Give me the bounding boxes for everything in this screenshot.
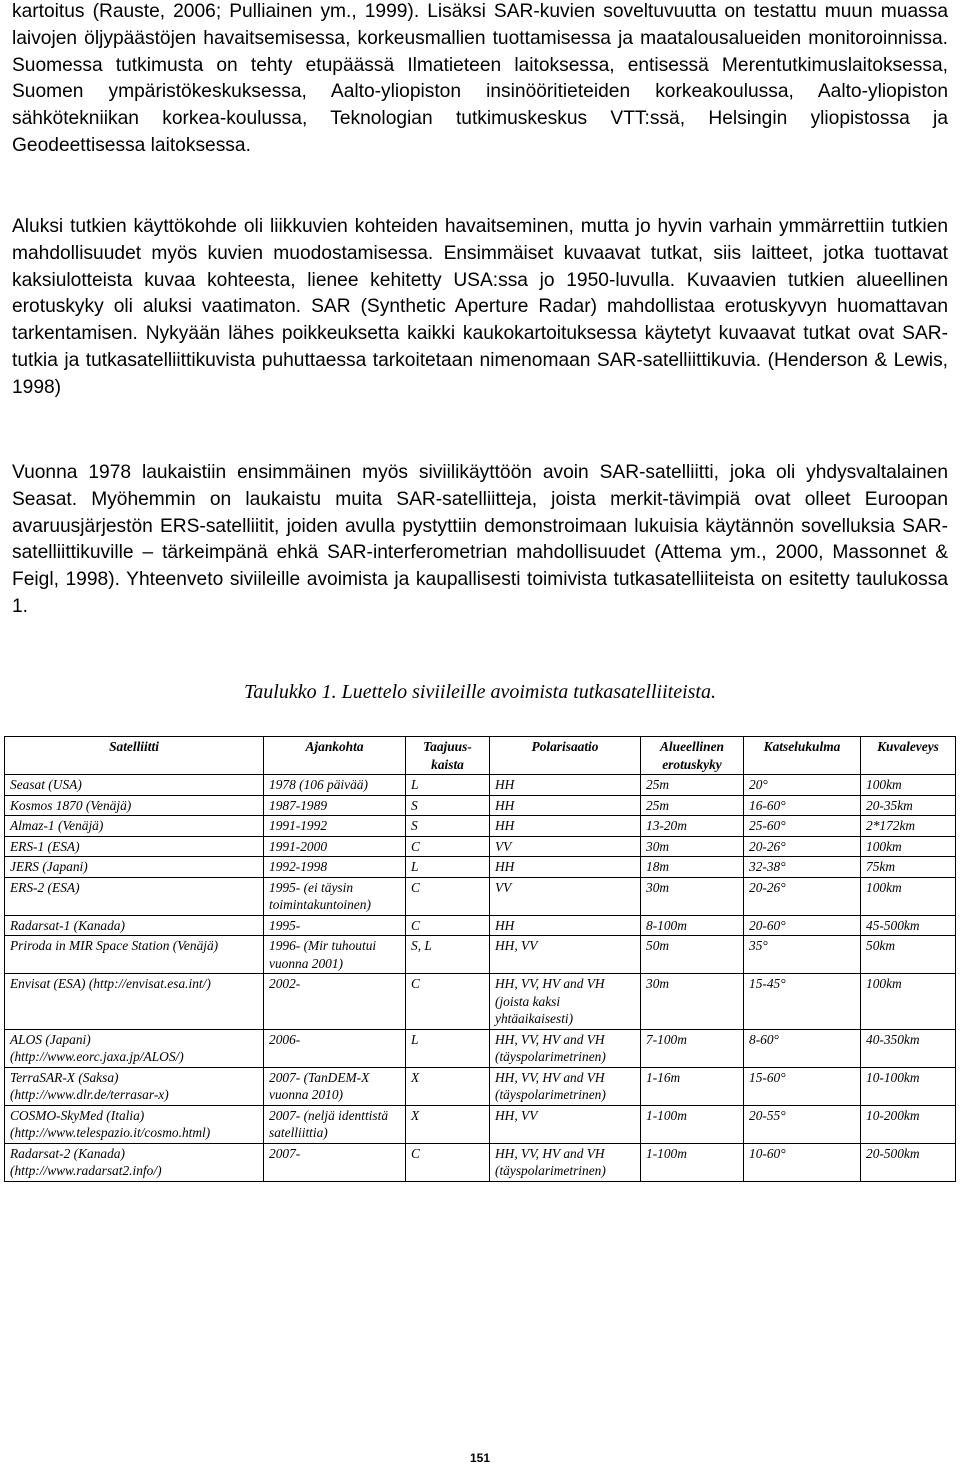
table-cell: Radarsat-1 (Kanada) xyxy=(5,915,264,936)
table-cell: 30m xyxy=(641,836,744,857)
table-cell: 75km xyxy=(861,857,956,878)
table-cell: HH, VV, HV and VH (täyspolarimetrinen) xyxy=(490,1067,641,1105)
header-cell: Satelliitti xyxy=(5,737,264,775)
table-cell: HH xyxy=(490,816,641,837)
table-cell: 8-100m xyxy=(641,915,744,936)
table-cell: VV xyxy=(490,877,641,915)
table-cell: 100km xyxy=(861,877,956,915)
table-cell: L xyxy=(406,1029,490,1067)
table-row xyxy=(5,775,956,796)
table-cell: 1992-1998 xyxy=(264,857,406,878)
table-cell: 100km xyxy=(861,974,956,1030)
table-cell: 40-350km xyxy=(861,1029,956,1067)
table-cell: 1-100m xyxy=(641,1143,744,1181)
table-cell: L xyxy=(406,775,490,796)
table-row xyxy=(5,1067,956,1105)
table-cell: 35° xyxy=(744,936,861,974)
table-row xyxy=(5,1105,956,1143)
table-cell: 10-200km xyxy=(861,1105,956,1143)
table-cell: Kosmos 1870 (Venäjä) xyxy=(5,795,264,816)
table-cell: 45-500km xyxy=(861,915,956,936)
table-row xyxy=(5,857,956,878)
table-cell: Seasat (USA) xyxy=(5,775,264,796)
table-cell: 30m xyxy=(641,974,744,1030)
table-cell: ERS-2 (ESA) xyxy=(5,877,264,915)
table-cell: 2007- xyxy=(264,1143,406,1181)
table-cell: S xyxy=(406,816,490,837)
table-cell: 20-26° xyxy=(744,877,861,915)
page-number: 151 xyxy=(469,1451,491,1465)
table-row xyxy=(5,974,956,1030)
table-cell: 15-45° xyxy=(744,974,861,1030)
table-header-row xyxy=(5,737,956,775)
table-cell: S, L xyxy=(406,936,490,974)
table-cell: 1995- xyxy=(264,915,406,936)
table-cell: 18m xyxy=(641,857,744,878)
table-cell: Radarsat-2 (Kanada) (http://www.radarsat2.info/) xyxy=(5,1143,264,1181)
table-cell: TerraSAR-X (Saksa) (http://www.dlr.de/terrasar-x) xyxy=(5,1067,264,1105)
header-cell: Alueellinen erotuskyky xyxy=(641,737,744,775)
table-cell: 20-500km xyxy=(861,1143,956,1181)
table-cell: 25m xyxy=(641,795,744,816)
table-cell: 50km xyxy=(861,936,956,974)
paragraph-3: Vuonna 1978 laukaistiin ensimmäinen myös siviilikäyttöön avoin SAR-satelliitti, joka oli yhdysvaltalainen Seasat. Myöhemmin on laukaistu muita SAR-satelliitteja, joista merkit-tävimpiä ovat olleet Euroopan avaruusjärjestön ERS-satelliitit, joiden avulla pystyttiin demonstroimaan lukuisia käytännön sovelluksia SAR-satelliittikuville – tärkeimpänä ehkä SAR-interferometrian mahdollisuudet (Attema ym., 2000, Massonnet & Feigl, 1998). Yhteenveto siviileille avoimista ja kaupallisesti toimivista tutkasatelliiteista on esitetty taulukossa 1. xyxy=(12,462,948,617)
table-body xyxy=(5,775,956,1182)
table-cell: COSMO-SkyMed (Italia) (http://www.telespazio.it/cosmo.html) xyxy=(5,1105,264,1143)
table-row xyxy=(5,877,956,915)
table-row xyxy=(5,795,956,816)
header-cell: Kuvaleveys xyxy=(861,737,956,775)
table-cell: ERS-1 (ESA) xyxy=(5,836,264,857)
table-cell: 32-38° xyxy=(744,857,861,878)
table-cell: VV xyxy=(490,836,641,857)
header-cell: Taajuus-kaista xyxy=(406,737,490,775)
table-cell: 20-26° xyxy=(744,836,861,857)
table-caption: Taulukko 1. Luettelo siviileille avoimista tutkasatelliiteista. xyxy=(244,681,716,703)
table-cell: 1978 (106 päivää) xyxy=(264,775,406,796)
table-cell: C xyxy=(406,915,490,936)
table-cell: 2*172km xyxy=(861,816,956,837)
table-cell: 2007- (TanDEM-X vuonna 2010) xyxy=(264,1067,406,1105)
table-cell: 2006- xyxy=(264,1029,406,1067)
table-cell: Almaz-1 (Venäjä) xyxy=(5,816,264,837)
table-cell: 7-100m xyxy=(641,1029,744,1067)
table-cell: 13-20m xyxy=(641,816,744,837)
table-cell: S xyxy=(406,795,490,816)
table-cell: JERS (Japani) xyxy=(5,857,264,878)
table-row xyxy=(5,936,956,974)
table-cell: 1996- (Mir tuhoutui vuonna 2001) xyxy=(264,936,406,974)
table-cell: X xyxy=(406,1067,490,1105)
table-cell: 1995- (ei täysin toimintakuntoinen) xyxy=(264,877,406,915)
table-cell: 30m xyxy=(641,877,744,915)
table-cell: HH, VV xyxy=(490,1105,641,1143)
table-cell: 1991-2000 xyxy=(264,836,406,857)
table-cell: 25-60° xyxy=(744,816,861,837)
table-cell: 25m xyxy=(641,775,744,796)
table-cell: 10-60° xyxy=(744,1143,861,1181)
header-cell: Katselukulma xyxy=(744,737,861,775)
table-cell: 16-60° xyxy=(744,795,861,816)
table-cell: 20-55° xyxy=(744,1105,861,1143)
table-cell: 1-100m xyxy=(641,1105,744,1143)
table-cell: 1987-1989 xyxy=(264,795,406,816)
table-cell: HH xyxy=(490,915,641,936)
header-cell: Ajankohta xyxy=(264,737,406,775)
table-cell: 1-16m xyxy=(641,1067,744,1105)
table-cell: C xyxy=(406,836,490,857)
table-cell: 100km xyxy=(861,836,956,857)
table-row xyxy=(5,1029,956,1067)
table-cell: 15-60° xyxy=(744,1067,861,1105)
table-cell: 2002- xyxy=(264,974,406,1030)
table-cell: Priroda in MIR Space Station (Venäjä) xyxy=(5,936,264,974)
table-row xyxy=(5,915,956,936)
table-cell: 8-60° xyxy=(744,1029,861,1067)
table-cell: Envisat (ESA) (http://envisat.esa.int/) xyxy=(5,974,264,1030)
table-cell: 50m xyxy=(641,936,744,974)
table-cell: HH xyxy=(490,775,641,796)
table-cell: 10-100km xyxy=(861,1067,956,1105)
table-cell: HH, VV xyxy=(490,936,641,974)
table-cell: C xyxy=(406,877,490,915)
paragraph-1: kartoitus (Rauste, 2006; Pulliainen ym., 1999). Lisäksi SAR-kuvien soveltuvuutta on testattu muun muassa laivojen öljypäästöjen havaitsemisessa, korkeusmallien tuottamisessa ja maatalousalueiden monitoroinnissa. Suomessa tutkimusta on tehty etupäässä Ilmatieteen laitoksessa, entisessä Merentutkimuslaitoksessa, Suomen ympäristökeskuksessa, Aalto-yliopiston insinööritieteiden korkeakoulussa, Aalto-yliopiston sähkötekniikan korkea-koulussa, Teknologian tutkimuskeskus VTT:ssä, Helsingin yliopistossa ja Geodeettisessa laitoksessa. xyxy=(12,1,948,156)
table-cell: C xyxy=(406,974,490,1030)
table-cell: 20-60° xyxy=(744,915,861,936)
paragraph-2: Aluksi tutkien käyttökohde oli liikkuvien kohteiden havaitseminen, mutta jo hyvin varhain ymmärrettiin tutkien mahdollisuudet myös kuvien muodostamisessa. Ensimmäiset kuvaavat tutkat, siis laitteet, jotka tuottavat kaksiulotteista kuvaa kohteesta, lienee kehitetty USA:ssa jo 1950-luvulla. Kuvaavien tutkien alueellinen erotuskyky oli aluksi vaatimaton. SAR (Synthetic Aperture Radar) mahdollistaa erotuskyvyn huomattavan tarkentamisen. Nykyään lähes poikkeuksetta kaikki kaukokartoituksessa käytetyt kuvaavat tutkat ovat SAR-tutkia ja tutkasatelliittikuvista puhuttaessa tarkoitetaan nimenomaan SAR-satelliittikuvia. (Henderson & Lewis, 1998) xyxy=(12,216,948,398)
table-cell: HH xyxy=(490,857,641,878)
table-cell: HH, VV, HV and VH (täyspolarimetrinen) xyxy=(490,1143,641,1181)
table-cell: HH xyxy=(490,795,641,816)
satellite-table xyxy=(4,736,956,1182)
table-cell: 1991-1992 xyxy=(264,816,406,837)
table-cell: 20-35km xyxy=(861,795,956,816)
table-row xyxy=(5,836,956,857)
table-cell: L xyxy=(406,857,490,878)
table-row xyxy=(5,1143,956,1181)
table-row xyxy=(5,816,956,837)
table-cell: 2007- (neljä identtistä satelliittia) xyxy=(264,1105,406,1143)
table-cell: 20° xyxy=(744,775,861,796)
table-cell: HH, VV, HV and VH (joista kaksi yhtäaikaisesti) xyxy=(490,974,641,1030)
header-cell: Polarisaatio xyxy=(490,737,641,775)
table-cell: 100km xyxy=(861,775,956,796)
table-cell: HH, VV, HV and VH (täyspolarimetrinen) xyxy=(490,1029,641,1067)
table-cell: C xyxy=(406,1143,490,1181)
table-cell: X xyxy=(406,1105,490,1143)
table-cell: ALOS (Japani) (http://www.eorc.jaxa.jp/ALOS/) xyxy=(5,1029,264,1067)
